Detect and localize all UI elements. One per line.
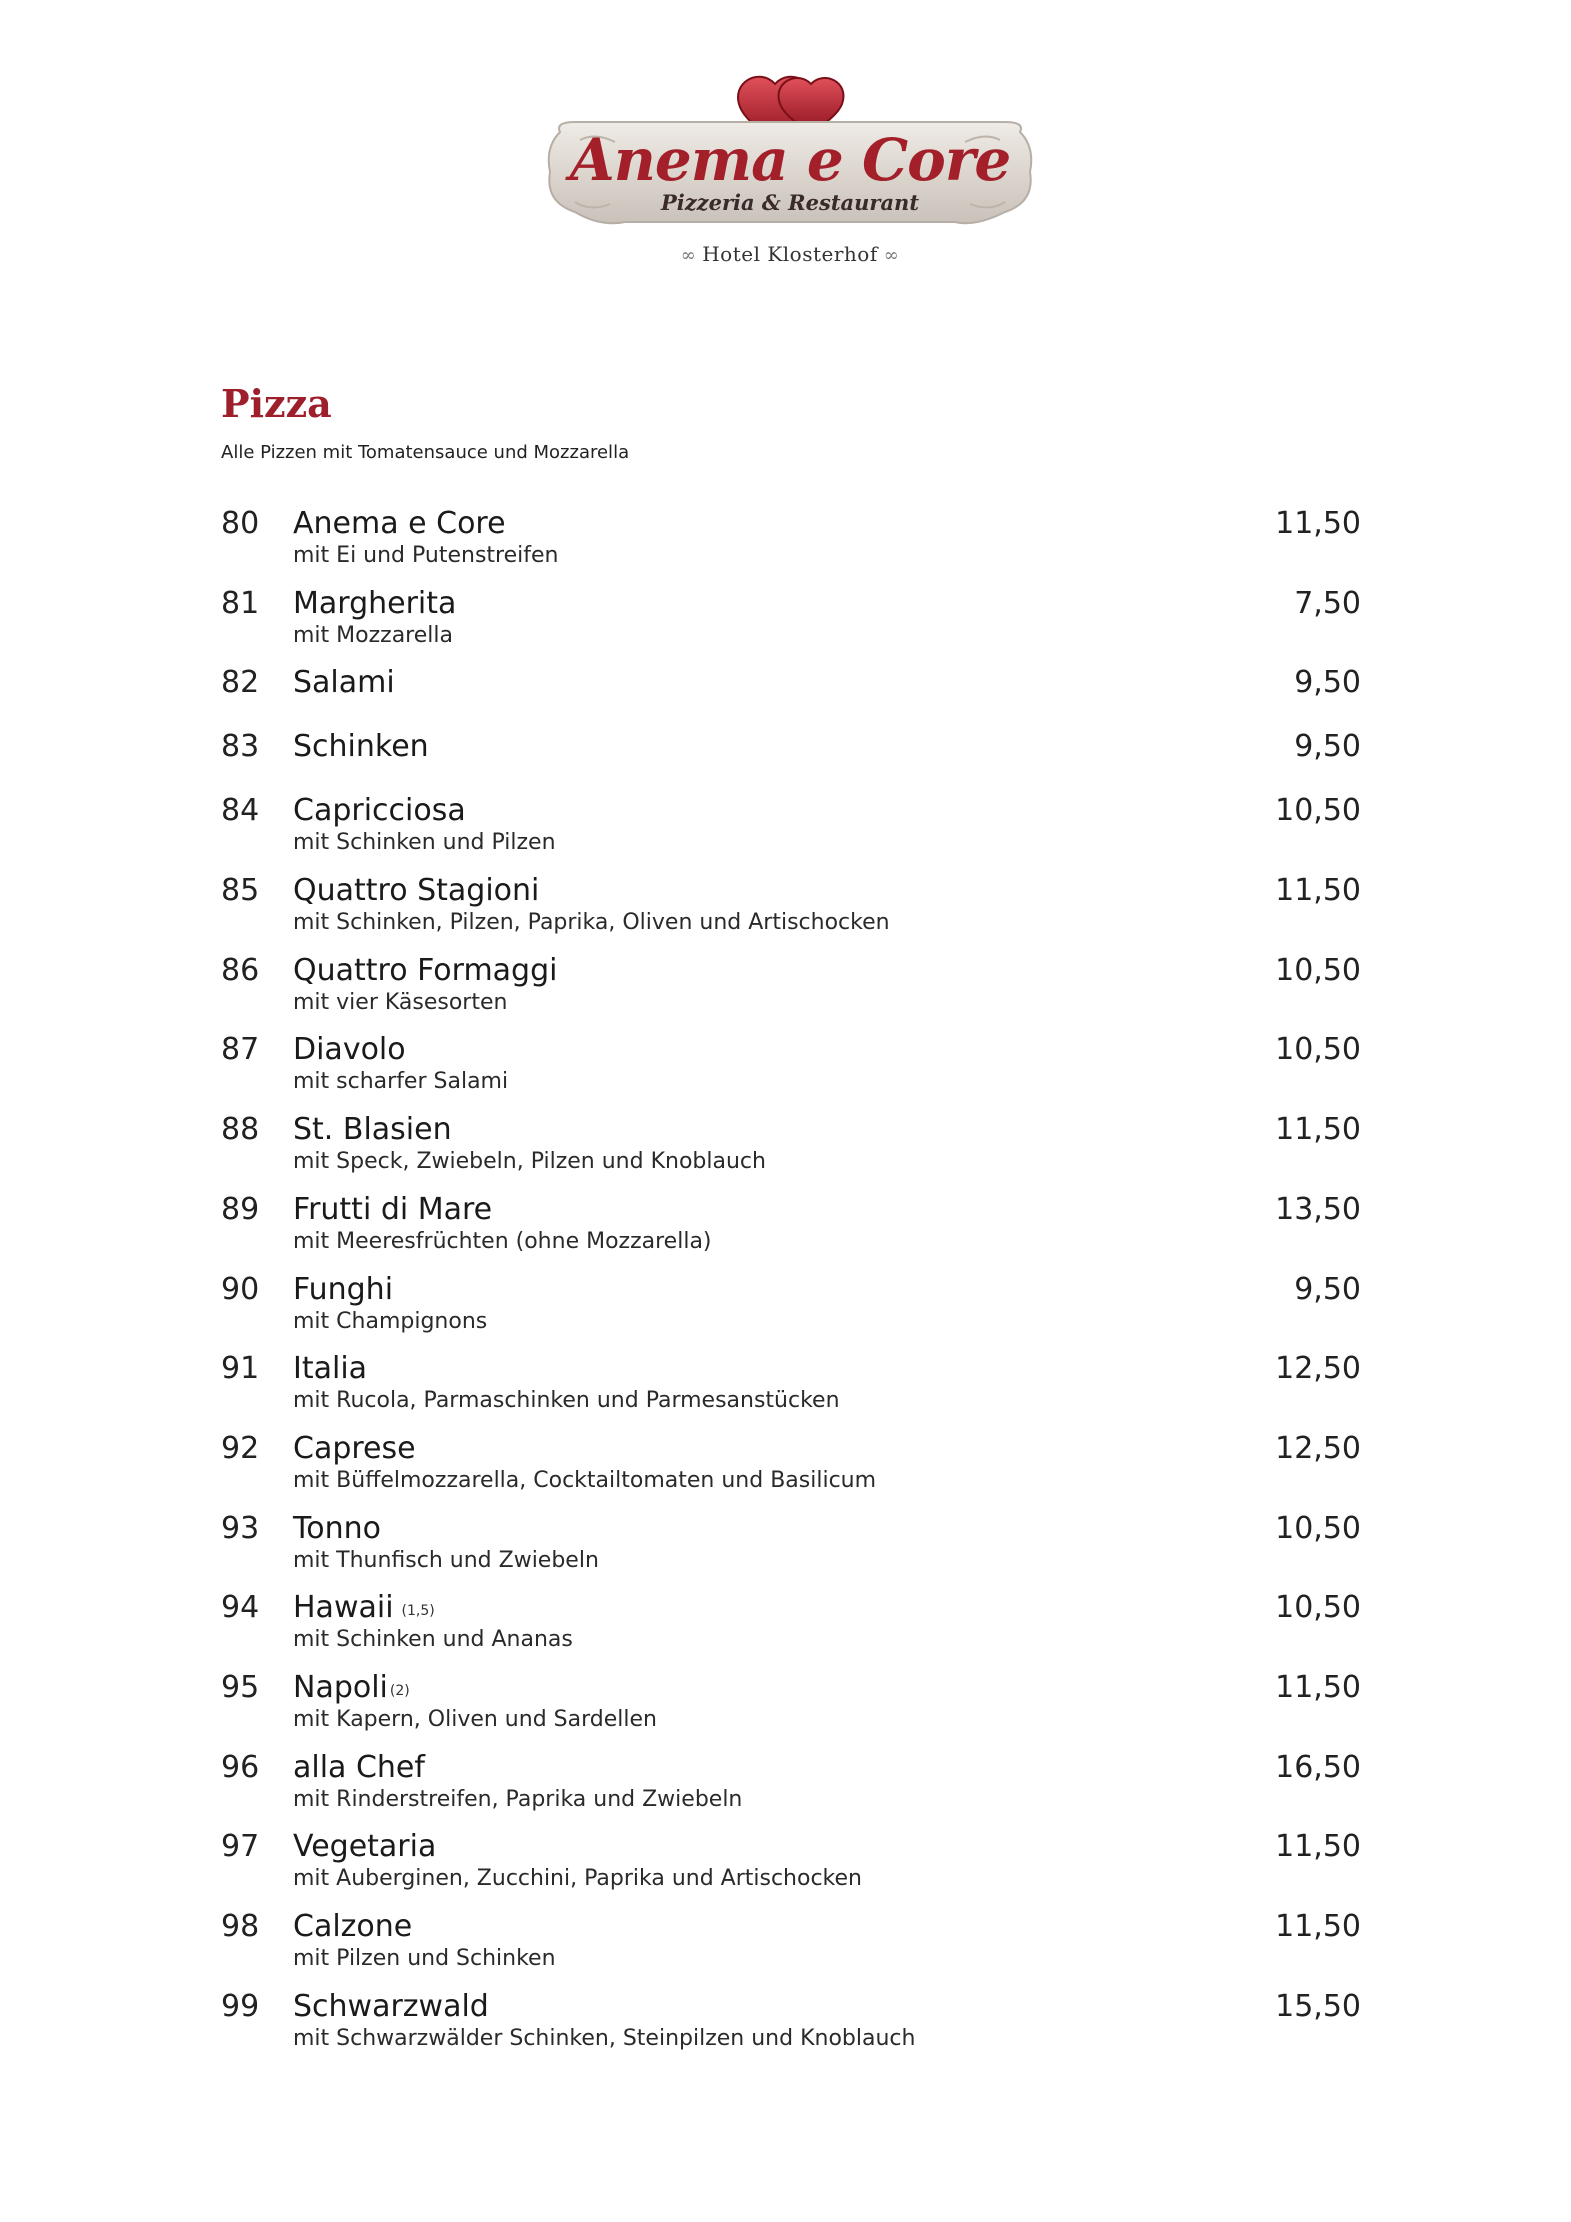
item-description: mit Ei und Putenstreifen: [293, 543, 559, 568]
menu-item: [221, 1511, 1361, 1591]
item-name: Funghi: [293, 1271, 394, 1307]
item-description: mit scharfer Salami: [293, 1069, 509, 1095]
item-number: 91: [221, 1351, 260, 1387]
item-price: 10,50: [1275, 793, 1361, 829]
item-price: 10,50: [1275, 952, 1361, 988]
section-subtitle: Alle Pizzen mit Tomatensauce und Mozzarella: [221, 442, 630, 463]
item-allergen-note: (2): [389, 1682, 410, 1699]
menu-item: [221, 1112, 1361, 1192]
item-name-text: Napoli: [293, 1669, 388, 1705]
item-price: 16,50: [1275, 1749, 1361, 1785]
item-number: 96: [221, 1749, 260, 1785]
item-price: 12,50: [1275, 1430, 1361, 1466]
menu-item: [221, 729, 1361, 793]
item-price: 11,50: [1275, 1112, 1361, 1148]
menu-item: [221, 1750, 1361, 1830]
item-name: Quattro Formaggi: [293, 952, 558, 988]
item-price: 11,50: [1275, 506, 1361, 541]
menu-item: [221, 1590, 1361, 1670]
item-description: mit Meeresfrüchten (ohne Mozzarella): [293, 1228, 712, 1254]
item-description: mit Mozzarella: [293, 622, 453, 648]
pizza-menu-list: [221, 506, 1361, 2068]
item-name-text: Hawaii: [293, 1590, 394, 1626]
item-price: 13,50: [1275, 1191, 1361, 1227]
item-price: 12,50: [1275, 1351, 1361, 1387]
item-description: mit Kapern, Oliven und Sardellen: [293, 1706, 657, 1732]
item-name: St. Blasien: [293, 1112, 452, 1148]
restaurant-logo: [535, 62, 1045, 277]
item-price: 11,50: [1275, 873, 1361, 909]
item-allergen-note: (1,5): [401, 1603, 435, 1620]
item-price: 9,50: [1294, 729, 1361, 765]
item-name: Calzone: [293, 1909, 413, 1944]
item-name: Italia: [293, 1351, 368, 1387]
menu-item: [221, 793, 1361, 873]
item-number: 86: [221, 952, 260, 988]
item-number: 82: [221, 665, 260, 701]
item-number: 90: [221, 1271, 260, 1307]
item-description: mit Pilzen und Schinken: [293, 1946, 556, 1971]
item-name: Anema e Core: [293, 506, 506, 541]
menu-item: [221, 1351, 1361, 1431]
menu-item: [221, 1670, 1361, 1750]
item-name: Schinken: [293, 729, 429, 765]
menu-item: [221, 665, 1361, 729]
item-price: 9,50: [1294, 1271, 1361, 1307]
menu-item: [221, 1272, 1361, 1352]
menu-item: [221, 873, 1361, 953]
menu-item: [221, 586, 1361, 666]
ornament-left-icon: ∞: [680, 245, 697, 266]
item-name: [293, 1590, 435, 1629]
menu-item: [221, 506, 1361, 586]
item-description: mit vier Käsesorten: [293, 989, 508, 1015]
item-number: 89: [221, 1191, 260, 1227]
item-description: mit Schwarzwälder Schinken, Steinpilzen und Knoblauch: [293, 2025, 916, 2051]
item-price: 10,50: [1275, 1590, 1361, 1626]
item-description: mit Rinderstreifen, Paprika und Zwiebeln: [293, 1786, 743, 1812]
item-number: 94: [221, 1590, 260, 1626]
logo-hotel-line: [535, 242, 1045, 266]
logo-hotel-name: Hotel Klosterhof: [702, 242, 878, 266]
menu-item: [221, 1431, 1361, 1511]
logo-tagline: Pizzeria & Restaurant: [660, 190, 920, 215]
section-title: Pizza: [221, 381, 332, 426]
item-number: 84: [221, 793, 260, 829]
item-number: 85: [221, 873, 260, 909]
item-name: Vegetaria: [293, 1829, 437, 1865]
item-description: mit Schinken und Pilzen: [293, 830, 556, 856]
item-name: Frutti di Mare: [293, 1191, 493, 1227]
item-price: 11,50: [1275, 1909, 1361, 1944]
item-description: mit Schinken, Pilzen, Paprika, Oliven und Artischocken: [293, 910, 890, 936]
item-description: mit Speck, Zwiebeln, Pilzen und Knoblauch: [293, 1149, 766, 1175]
logo-name: Anema e Core: [569, 126, 1011, 194]
item-number: 80: [221, 506, 260, 541]
item-description: mit Auberginen, Zucchini, Paprika und Artischocken: [293, 1866, 862, 1892]
item-name: alla Chef: [293, 1749, 425, 1785]
item-name: Quattro Stagioni: [293, 873, 540, 909]
item-price: 7,50: [1294, 585, 1361, 621]
item-description: mit Büffelmozzarella, Cocktailtomaten und Basilicum: [293, 1467, 877, 1493]
item-number: 87: [221, 1032, 260, 1068]
item-name: Tonno: [293, 1510, 381, 1546]
item-name: Margherita: [293, 585, 457, 621]
menu-item: [221, 1829, 1361, 1909]
item-description: mit Rucola, Parmaschinken und Parmesanstücken: [293, 1388, 840, 1414]
item-name: Salami: [293, 665, 395, 701]
item-name: Capricciosa: [293, 793, 466, 829]
item-number: 98: [221, 1909, 260, 1944]
item-number: 83: [221, 729, 260, 765]
menu-item: [221, 1909, 1361, 1989]
item-number: 95: [221, 1669, 260, 1705]
item-price: 11,50: [1275, 1669, 1361, 1705]
menu-item: [221, 1989, 1361, 2069]
item-number: 88: [221, 1112, 260, 1148]
item-price: 9,50: [1294, 665, 1361, 701]
item-name: Schwarzwald: [293, 1988, 489, 2024]
item-price: 11,50: [1275, 1829, 1361, 1865]
menu-item: [221, 1192, 1361, 1272]
item-description: mit Thunfisch und Zwiebeln: [293, 1547, 599, 1573]
item-number: 97: [221, 1829, 260, 1865]
item-number: 81: [221, 585, 260, 621]
item-price: 10,50: [1275, 1510, 1361, 1546]
item-number: 93: [221, 1510, 260, 1546]
item-price: 10,50: [1275, 1032, 1361, 1068]
item-name: Diavolo: [293, 1032, 406, 1068]
menu-item: [221, 953, 1361, 1033]
item-description: mit Schinken und Ananas: [293, 1627, 573, 1653]
menu-item: [221, 1032, 1361, 1112]
item-number: 92: [221, 1430, 260, 1466]
item-name: Caprese: [293, 1430, 416, 1466]
item-price: 15,50: [1275, 1988, 1361, 2024]
item-name: [293, 1670, 410, 1709]
item-description: mit Champignons: [293, 1308, 488, 1334]
ornament-right-icon: ∞: [883, 245, 900, 266]
item-number: 99: [221, 1988, 260, 2024]
